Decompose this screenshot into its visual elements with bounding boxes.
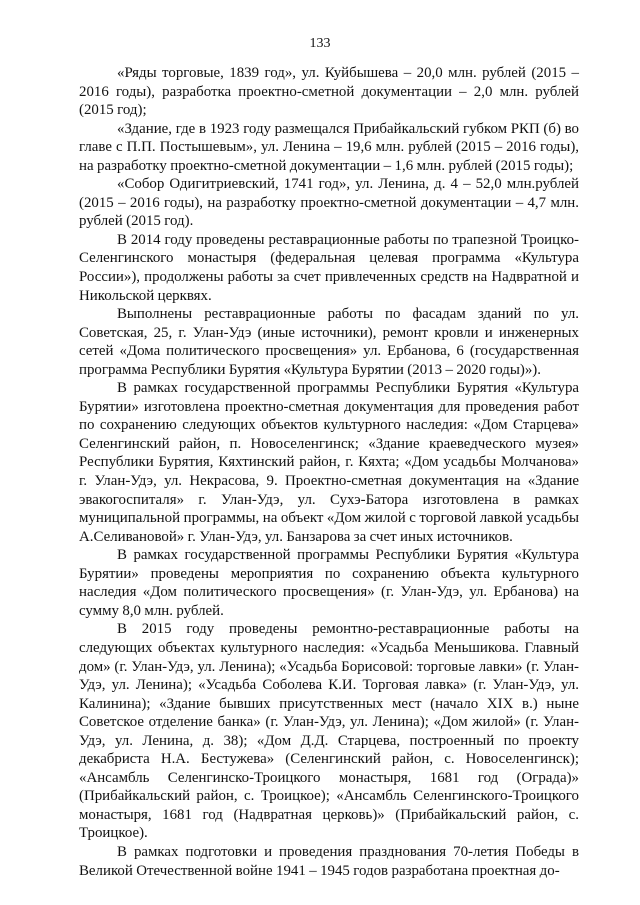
paragraph-trade-rows: «Ряды торговые, 1839 год», ул. Куйбышева – 20,0 млн. рублей (2015 – 2016 годы), разработка проектно-сметной документации – 2,0 млн. рублей (2015 год); <box>79 65 579 119</box>
paragraph-design-documentation: В рамках государственной программы Республики Бурятия «Культура Бурятии» изготовлена проектно-сметная документация для проведения работ по сохранению следующих объектов культурного наследия: «Дом Старцева» Селенгинский район, п. Новоселенгинск; «Здание краеведческого музея» Республики Бурятия, Кяхтинский район, г. Кяхта; «Дом усадьбы Молчанова» г. Улан-Удэ, ул. Некрасова, 9. Проектно-сметная документация на «Здание эвакогоспиталя» г. Улан-Удэ, ул. Сухэ-Батора изготовлена в рамках муниципальной программы, на объект «Дом жилой с торговой лавкой усадьбы А.Селивановой» г. Улан-Удэ, ул. Банзарова за счет иных источников. <box>79 380 579 545</box>
paragraph-2015-restoration: В 2015 году проведены ремонтно-реставрационные работы на следующих объектах культурного наследия: «Усадьба Меньшикова. Главный дом» (г. Улан-Удэ, ул. Ленина); «Усадьба Борисовой: торговые лавки» (г. Улан-Удэ, ул. Ленина); «Усадьба Соболева К.И. Торговая лавка» (г. Улан-Удэ, ул. Калинина); «Здание бывших присутственных мест (начало XIX в.) ныне Советское отделение банка» (г. Улан-Удэ, ул. Ленина); «Дом жилой» (г. Улан-Удэ, ул. Ленина, д. 38); «Дом Д.Д. Старцева, построенный по проекту декабриста Н.А. Бестужева» (Селенгинский район, с. Новоселенгинск); «Ансамбль Селенгинско-Троицкого монастыря, 1681 год (Ограда)» (Прибайкальский район, с. Троицкое); «Ансамбль Селенгинского-Троицкого монастыря, 1681 год (Надвратная церковь)» (Прибайкальский район, с. Троицкое). <box>79 621 579 842</box>
document-body <box>79 64 579 880</box>
paragraph-odigitrievsky-cathedral: «Собор Одигитриевский, 1741 год», ул. Ленина, д. 4 – 52,0 млн.рублей (2015 – 2016 годы), на разработку проектно-сметной документации – 4,7 млн. рублей (2015 год). <box>79 176 579 230</box>
paragraph-gubkom-building: «Здание, где в 1923 году размещался Прибайкальский губком РКП (б) во главе с П.П. Постышевым», ул. Ленина – 19,6 млн. рублей (2015 – 2016 годы), на разработку проектно-сметной документации – 1,6 млн. рублей (2015 годы); <box>79 120 579 174</box>
paragraph-victory-anniversary: В рамках подготовки и проведения празднования 70-летия Победы в Великой Отечественной войне 1941 – 1945 годов разработана проектная до- <box>79 843 579 879</box>
paragraph-2014-restoration: В 2014 году проведены реставрационные работы по трапезной Троицко-Селенгинского монастыря (федеральная целевая программа «Культура России»), продолжены работы за счет привлеченных средств на Надвратной и Никольской церквях. <box>79 231 579 304</box>
paragraph-facade-works: Выполнены реставрационные работы по фасадам зданий по ул. Советская, 25, г. Улан-Удэ (иные источники), ремонт кровли и инженерных сетей «Дома политического просвещения» ул. Ербанова, 6 (государственная программа Республики Бурятия «Культура Бурятии (2013 – 2020 годы)»). <box>79 306 579 378</box>
page-number: 133 <box>309 36 331 51</box>
paragraph-political-enlightenment-house: В рамках государственной программы Республики Бурятия «Культура Бурятии» проведены мероприятия по сохранению объекта культурного наследия «Дом политического просвещения» (г. Улан-Удэ, ул. Ербанова) на сумму 8,0 млн. рублей. <box>79 547 579 619</box>
